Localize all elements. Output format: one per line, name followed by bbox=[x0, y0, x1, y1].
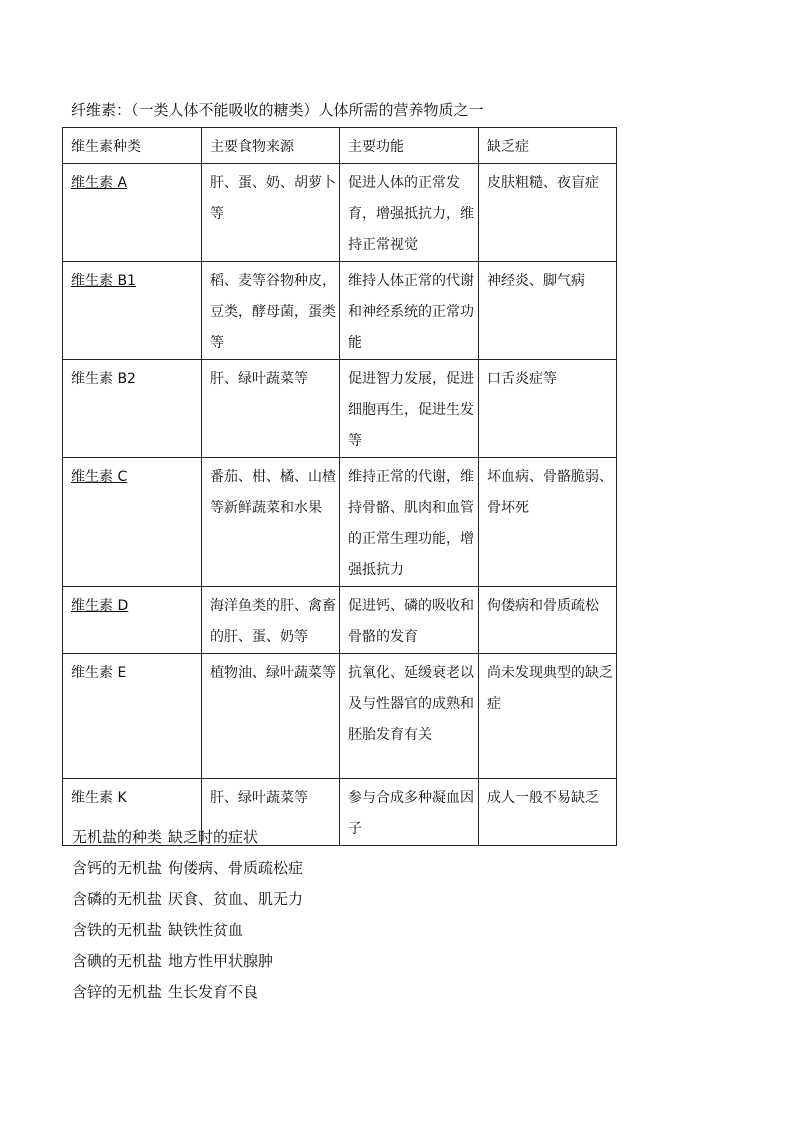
mineral-symptom: 佝偻病、骨质疏松症 bbox=[168, 859, 304, 877]
table-row bbox=[63, 654, 617, 779]
source-cell: 肝、蛋、奶、胡萝卜等 bbox=[202, 164, 340, 262]
table-row bbox=[63, 458, 617, 587]
vitamin-name: 维生素 A bbox=[71, 175, 128, 191]
vitamin-name: 维生素 K bbox=[71, 790, 127, 806]
mineral-kind: 含碘的无机盐 bbox=[72, 952, 163, 970]
mineral-symptom: 地方性甲状腺肿 bbox=[168, 952, 274, 970]
header-cell-deficiency: 缺乏症 bbox=[479, 128, 617, 164]
mineral-kind: 含钙的无机盐 bbox=[72, 859, 163, 877]
table-row bbox=[63, 164, 617, 262]
header-cell-type: 维生素种类 bbox=[63, 128, 202, 164]
deficiency-cell: 坏血病、骨骼脆弱、骨坏死 bbox=[479, 458, 617, 587]
source-cell: 海洋鱼类的肝、禽畜的肝、蛋、奶等 bbox=[202, 587, 340, 654]
source-cell: 植物油、绿叶蔬菜等 bbox=[202, 654, 340, 779]
vitamin-table bbox=[62, 127, 617, 846]
table-row bbox=[63, 262, 617, 360]
source-cell: 番茄、柑、橘、山楂等新鲜蔬菜和水果 bbox=[202, 458, 340, 587]
vitamin-name: 维生素 E bbox=[71, 665, 127, 681]
list-item bbox=[72, 915, 303, 946]
source-cell: 稻、麦等谷物种皮，豆类，酵母菌，蛋类等 bbox=[202, 262, 340, 360]
function-cell: 维持正常的代谢，维持骨骼、肌肉和血管的正常生理功能，增强抵抗力 bbox=[340, 458, 479, 587]
mineral-header bbox=[72, 822, 303, 853]
function-cell: 参与合成多种凝血因子 bbox=[340, 779, 479, 846]
vitamin-name: 维生素 B1 bbox=[71, 273, 136, 289]
vitamin-name: 维生素 B2 bbox=[71, 371, 136, 387]
list-item bbox=[72, 977, 303, 1008]
deficiency-cell: 佝偻病和骨质疏松 bbox=[479, 587, 617, 654]
header-cell-function: 主要功能 bbox=[340, 128, 479, 164]
vitamin-name-cell bbox=[63, 587, 202, 654]
mineral-symptom: 厌食、贫血、肌无力 bbox=[168, 890, 304, 908]
table-header-row bbox=[63, 128, 617, 164]
vitamin-name: 维生素 C bbox=[71, 469, 128, 485]
deficiency-cell: 神经炎、脚气病 bbox=[479, 262, 617, 360]
table-row bbox=[63, 587, 617, 654]
vitamin-name-cell bbox=[63, 360, 202, 458]
source-cell: 肝、绿叶蔬菜等 bbox=[202, 360, 340, 458]
mineral-symptom: 缺乏时的症状 bbox=[168, 828, 259, 846]
mineral-kind: 含铁的无机盐 bbox=[72, 921, 163, 939]
list-item bbox=[72, 946, 303, 977]
header-cell-source: 主要食物来源 bbox=[202, 128, 340, 164]
mineral-kind: 含锌的无机盐 bbox=[72, 983, 163, 1001]
deficiency-cell: 皮肤粗糙、夜盲症 bbox=[479, 164, 617, 262]
list-item bbox=[72, 853, 303, 884]
vitamin-name-cell bbox=[63, 654, 202, 779]
mineral-list bbox=[72, 822, 303, 1008]
function-cell: 促进人体的正常发育，增强抵抗力，维持正常视觉 bbox=[340, 164, 479, 262]
vitamin-name: 维生素 D bbox=[71, 598, 129, 614]
vitamin-name-cell bbox=[63, 164, 202, 262]
vitamin-name-cell bbox=[63, 262, 202, 360]
function-cell: 抗氧化、延缓衰老以及与性器官的成熟和胚胎发育有关 bbox=[340, 654, 479, 779]
table-row bbox=[63, 360, 617, 458]
function-cell: 促进钙、磷的吸收和骨骼的发育 bbox=[340, 587, 479, 654]
deficiency-cell: 成人一般不易缺乏 bbox=[479, 779, 617, 846]
deficiency-cell: 口舌炎症等 bbox=[479, 360, 617, 458]
function-cell: 促进智力发展，促进细胞再生，促进生发等 bbox=[340, 360, 479, 458]
deficiency-cell: 尚未发现典型的缺乏症 bbox=[479, 654, 617, 779]
mineral-symptom: 生长发育不良 bbox=[168, 983, 259, 1001]
list-item bbox=[72, 884, 303, 915]
vitamin-name-cell bbox=[63, 458, 202, 587]
mineral-kind: 含磷的无机盐 bbox=[72, 890, 163, 908]
source-cell: 肝、绿叶蔬菜等 bbox=[202, 779, 340, 846]
mineral-kind: 无机盐的种类 bbox=[72, 828, 163, 846]
mineral-symptom: 缺铁性贫血 bbox=[168, 921, 244, 939]
function-cell: 维持人体正常的代谢和神经系统的正常功能 bbox=[340, 262, 479, 360]
page-title: 纤维素：（一类人体不能吸收的糖类）人体所需的营养物质之一 bbox=[71, 101, 484, 119]
